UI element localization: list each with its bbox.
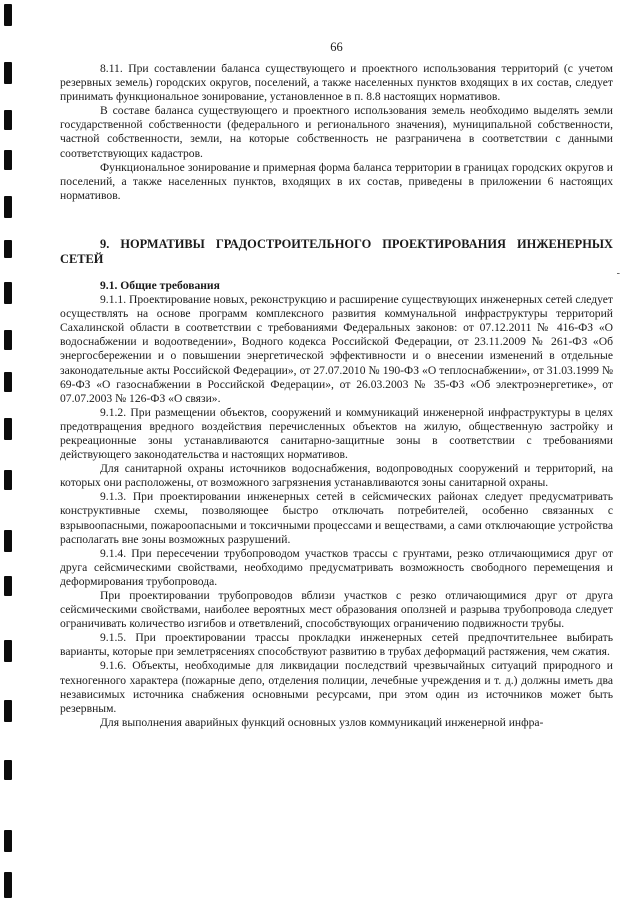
paragraph: 8.11. При составлении баланса существующего и проектного использования территорий (с учетом резервных земель) городских округов, поселений, а также населенных пунктов входящих в их состав, следует принимать функциональное зонирование, установленное в п. 8.8 настоящих нормативов. (60, 62, 613, 104)
binding-mark (4, 240, 12, 258)
section-heading: 9. НОРМАТИВЫ ГРАДОСТРОИТЕЛЬНОГО ПРОЕКТИРОВАНИЯ ИНЖЕНЕРНЫХ СЕТЕЙ (60, 236, 613, 266)
binding-mark (4, 418, 12, 440)
binding-mark (4, 640, 12, 662)
binding-mark (4, 872, 12, 898)
page-number: 66 (330, 40, 343, 54)
binding-mark (4, 62, 12, 84)
paragraph: 9.1.2. При размещении объектов, сооружений и коммуникаций инженерной инфраструктуры в целях предотвращения вредного воздействия перечисленных объектов на жилую, общественную застройку и рекреационные зоны устанавливаются санитарно-защитные зоны в соответствии с требованиями действующего законодательства и настоящих нормативов. (60, 405, 613, 462)
binding-mark (4, 470, 12, 490)
paragraph: 9.1.6. Объекты, необходимые для ликвидации последствий чрезвычайных ситуаций природного и техногенного характера (пожарные депо, отделения полиции, лечебные учреждения и т. д.) должны иметь два независимых источника снабжения основными ресурсами, при этом один из источников может быть резервным. (60, 659, 613, 715)
binding-mark (4, 530, 12, 552)
paragraph: 9.1.4. При пересечении трубопроводом участков трассы с грунтами, резко отличающимися друг от друга сейсмическими свойствами, необходимо предусматривать возможность свободного перемещения и деформирования трубопровода. (60, 546, 613, 588)
paragraph: 9.1.3. При проектировании инженерных сетей в сейсмических районах следует предусматривать конструктивные схемы, позволяющее быстро отключать потребителей, особенно связанных с взрывоопасными, пожароопасными и токсичными процессами и веществами, а сами отключающие устройства располагать вне зоны возможных разрушений. (60, 490, 613, 546)
paragraph: Функциональное зонирование и примерная форма баланса территории в границах городских округов и поселений, а также населенных пунктов, входящих в их состав, приведены в приложении 6 настоящих нормативов. (60, 160, 613, 202)
binding-mark (4, 830, 12, 852)
binding-mark (4, 150, 12, 170)
binding-mark (4, 576, 12, 596)
subsection-heading: 9.1. Общие требования (100, 278, 220, 292)
binding-mark (4, 372, 12, 392)
paragraph: В составе баланса существующего и проектного использования земель необходимо выделять земли государственной собственности (федерального и регионального значения), муниципальной собственности, частной собственности, земли, на которые собственность не разграничена в соответствии с данными соответствующих кадастров. (60, 104, 613, 160)
binding-mark (4, 330, 12, 350)
paragraph: 9.1.1. Проектирование новых, реконструкцию и расширение существующих инженерных сетей следует осуществлять на основе программ комплексного развития коммунальной инфраструктуры территорий Сахалинской области в соответствии с требованиями Федеральных законов: от 07.12.2011 № 416-ФЗ «О водоснабжении и водоотведении», Водного кодекса Российской Федерации, от 23.11.2009 № 261-ФЗ «Об энергосбережении и о повышении энергетической эффективности и о внесении изменений в отдельные законодательные акты Российской Федерации», от 27.07.2010 № 190-ФЗ «О теплоснабжении», от 31.03.1999 № 69-ФЗ «О газоснабжении в Российской Федерации», от 26.03.2003 № 35-ФЗ «Об электроэнергетике», от 07.07.2003 № 126-ФЗ «О связи». (60, 293, 613, 405)
paragraph: При проектировании трубопроводов вблизи участков с резко отличающимися друг от друга сейсмическими свойствами, наиболее вероятных мест образования оползней и разрыва трубопровода следует ограничивать количество изгибов и ответвлений, способствующих ограничению подвижности трубы. (60, 589, 613, 631)
binding-edge (0, 0, 16, 905)
binding-mark (4, 760, 12, 780)
margin-mark: - (616, 268, 620, 279)
document-body (60, 62, 613, 730)
binding-mark (4, 700, 12, 722)
paragraph: 9.1.5. При проектировании трассы прокладки инженерных сетей предпочтительнее выбирать варианты, которые при землетрясениях способствуют развитию в трубах деформаций растяжения, чем сжатия. (60, 631, 613, 659)
binding-mark (4, 282, 12, 304)
paragraph: Для санитарной охраны источников водоснабжения, водопроводных сооружений и территорий, на которых они расположены, от возможного загрязнения устанавливаются зоны санитарной охраны. (60, 462, 613, 490)
binding-mark (4, 110, 12, 130)
document-page (60, 0, 613, 905)
binding-mark (4, 196, 12, 218)
binding-mark (4, 4, 12, 26)
paragraph: Для выполнения аварийных функций основных узлов коммуникаций инженерной инфра- (100, 715, 544, 729)
